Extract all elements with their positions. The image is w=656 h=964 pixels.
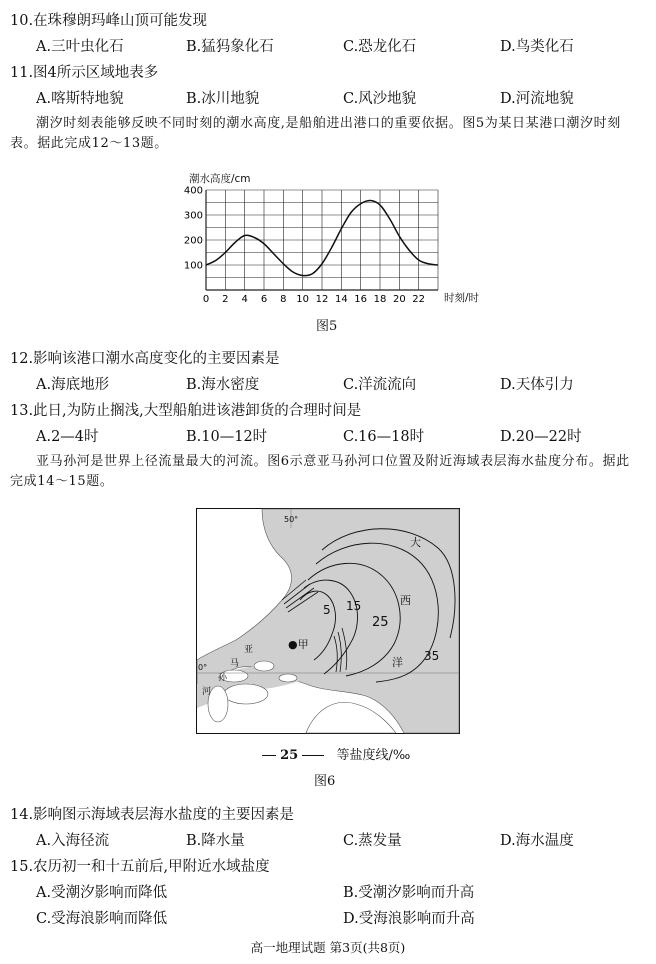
island [224, 684, 268, 704]
x-tick-label: 16 [354, 294, 368, 305]
island [254, 661, 274, 671]
legend-line-left [262, 755, 276, 756]
x-tick-label: 8 [280, 294, 287, 305]
q11-option-b[interactable]: B.冰川地貌 [186, 91, 260, 107]
fig5-caption: 图5 [316, 319, 338, 334]
page-footer: 高一地理试题 第3页(共8页) [250, 940, 406, 955]
chart-y-ticks [184, 186, 203, 272]
fig6-legend [262, 744, 410, 763]
island [279, 674, 297, 682]
question-12-stem: 12.影响该港口潮水高度变化的主要因素是 [10, 351, 280, 367]
isoline-label-35: 35 [424, 649, 440, 663]
q13-option-b[interactable]: B.10—12时 [186, 429, 268, 445]
q13-option-a[interactable]: A.2—4时 [36, 429, 99, 445]
x-tick-label: 14 [334, 294, 348, 305]
q15-option-c[interactable]: C.受海浪影响而降低 [36, 911, 168, 927]
x-tick-label: 2 [222, 294, 229, 305]
x-tick-label: 20 [392, 294, 406, 305]
q15-option-b[interactable]: B.受潮汐影响而升高 [343, 885, 475, 901]
river-char-1: 亚 [244, 645, 254, 655]
q12-option-a[interactable]: A.海底地形 [36, 377, 110, 393]
q14-option-d[interactable]: D.海水温度 [500, 833, 574, 849]
chart-ylabel: 潮水高度/cm [189, 173, 251, 185]
question-10-stem: 10.在珠穆朗玛峰山顶可能发现 [10, 13, 208, 29]
q13-option-c[interactable]: C.16—18时 [343, 429, 425, 445]
q14-option-b[interactable]: B.降水量 [186, 833, 245, 849]
amazon-salinity-map [196, 508, 460, 734]
legend-line-right [302, 755, 324, 756]
x-tick-label: 10 [296, 294, 310, 305]
river-char-3: 孙 [218, 673, 228, 683]
tide-chart [180, 170, 480, 310]
q11-option-a[interactable]: A.喀斯特地貌 [36, 91, 124, 107]
legend-label: 等盐度线/‰ [336, 748, 411, 763]
y-tick-label: 400 [183, 185, 203, 197]
isoline-label-25: 25 [372, 615, 389, 630]
river-char-2: 马 [230, 659, 240, 669]
x-tick-label: 4 [241, 294, 248, 305]
ocean-char-1: 大 [410, 536, 421, 549]
legend-value: 25 [280, 748, 299, 763]
x-tick-label: 0 [202, 294, 210, 305]
chart-x-ticks [203, 294, 425, 305]
point-jia: ●甲 [288, 638, 309, 651]
x-tick-label: 6 [260, 294, 268, 305]
y-tick-label: 100 [183, 260, 203, 272]
ocean-char-2: 西 [400, 594, 411, 607]
isoline-label-15: 15 [346, 599, 362, 613]
q12-option-c[interactable]: C.洋流流向 [343, 377, 417, 393]
x-tick-label: 18 [373, 294, 387, 305]
q12-option-d[interactable]: D.天体引力 [500, 377, 574, 393]
q11-option-d[interactable]: D.河流地貌 [500, 91, 574, 107]
chart-xlabel: 时刻/时 [444, 292, 480, 304]
question-13-stem: 13.此日,为防止搁浅,大型船舶进该港卸货的合理时间是 [10, 403, 362, 419]
q14-option-c[interactable]: C.蒸发量 [343, 833, 402, 849]
x-tick-label: 12 [315, 294, 329, 305]
y-tick-label: 200 [183, 235, 203, 247]
q15-option-d[interactable]: D.受海浪影响而升高 [343, 911, 475, 927]
q13-option-d[interactable]: D.20—22时 [500, 429, 582, 445]
intro-paragraph-amazon: 亚马孙河是世界上径流量最大的河流。图6示意亚马孙河口位置及附近海域表层海水盐度分布。据此完成14～15题。 [10, 454, 630, 489]
q10-option-d[interactable]: D.鸟类化石 [500, 39, 574, 55]
q12-option-b[interactable]: B.海水密度 [186, 377, 260, 393]
q10-option-b[interactable]: B.猛犸象化石 [186, 39, 274, 55]
river-char-4: 河 [202, 687, 212, 697]
chart-grid [206, 190, 438, 290]
question-11-stem: 11.图4所示区域地表多 [10, 65, 159, 81]
x-tick-label: 22 [412, 294, 426, 305]
q11-option-c[interactable]: C.风沙地貌 [343, 91, 417, 107]
fig6-caption: 图6 [314, 774, 336, 789]
q10-option-c[interactable]: C.恐龙化石 [343, 39, 417, 55]
lat-label: 0° [198, 663, 208, 672]
q14-option-a[interactable]: A.入海径流 [36, 833, 110, 849]
intro-paragraph-tide: 潮汐时刻表能够反映不同时刻的潮水高度,是船舶进出港口的重要依据。图5为某日某港口潮汐时刻表。据此完成12～13题。 [10, 116, 621, 151]
q15-option-a[interactable]: A.受潮汐影响而降低 [36, 885, 168, 901]
question-14-stem: 14.影响图示海域表层海水盐度的主要因素是 [10, 807, 295, 823]
ocean-char-3: 洋 [392, 656, 403, 669]
y-tick-label: 300 [183, 210, 203, 222]
question-15-stem: 15.农历初一和十五前后,甲附近水域盐度 [10, 859, 270, 875]
isoline-label-5: 5 [323, 603, 331, 617]
lon-label: 50° [284, 515, 299, 524]
q10-option-a[interactable]: A.三叶虫化石 [36, 39, 124, 55]
